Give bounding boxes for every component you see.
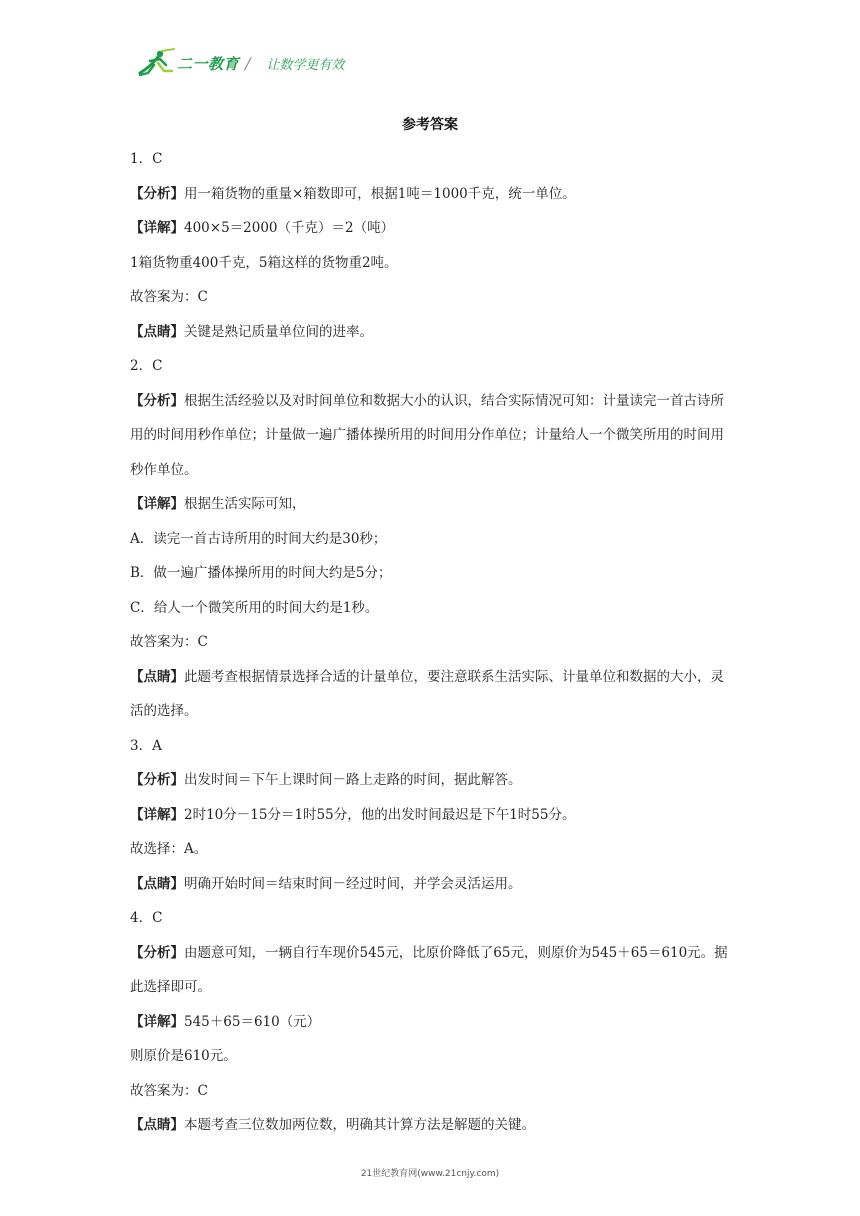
question-number-text: 3．A [130, 737, 162, 754]
page-title: 参考答案 [402, 117, 458, 133]
detail-extra-line [130, 246, 735, 281]
question-number [130, 349, 735, 384]
analysis-text: 出发时间＝下午上课时间－路上走路的时间，据此解答。 [184, 772, 522, 788]
slogan: 让数学更有效 [266, 57, 345, 73]
detail-label: 【详解】 [130, 496, 184, 512]
detail-line [130, 1005, 735, 1040]
question-number [130, 729, 735, 764]
answer-line [130, 1074, 735, 1109]
detail-extra-text: A．读完一首古诗所用的时间大约是30秒； [130, 530, 387, 547]
analysis-line [130, 384, 735, 488]
analysis-label: 【分析】 [130, 772, 184, 788]
analysis-text: 由题意可知，一辆自行车现价545元，比原价降低了65元，则原价为545＋65＝610元。据此选择即可。 [130, 944, 728, 995]
analysis-line [130, 936, 735, 1005]
comment-text: 本题考查三位数加两位数，明确其计算方法是解题的关键。 [184, 1117, 535, 1133]
answer-line [130, 832, 735, 867]
header-divider: / [245, 53, 251, 73]
analysis-label: 【分析】 [130, 185, 184, 202]
question-number [130, 901, 735, 936]
comment-label: 【点睛】 [130, 1117, 184, 1133]
detail-text: 545＋65＝610（元） [184, 1013, 321, 1030]
detail-label: 【详解】 [130, 806, 184, 823]
detail-line [130, 487, 735, 522]
detail-label: 【详解】 [130, 220, 184, 236]
answer-content [130, 142, 735, 1143]
comment-label: 【点睛】 [130, 668, 184, 685]
comment-text: 关键是熟记质量单位间的进率。 [184, 323, 373, 340]
footer-source: 21世纪教育网(www.21cnjy.com) [360, 1169, 500, 1179]
detail-line [130, 798, 735, 833]
answer-text: 故答案为：C [130, 634, 208, 650]
comment-line [130, 315, 735, 350]
detail-extra-line [130, 556, 735, 591]
comment-text: 此题考查根据情景选择合适的计量单位，要注意联系生活实际、计量单位和数据的大小，灵活的选择。 [130, 668, 724, 719]
detail-extra-line [130, 522, 735, 557]
question-number-text: 1．C [130, 151, 163, 167]
analysis-label: 【分析】 [130, 392, 184, 409]
detail-extra-line [130, 591, 735, 626]
comment-line [130, 867, 735, 902]
comment-label: 【点睛】 [130, 323, 184, 340]
comment-line [130, 660, 735, 729]
logo-text: 二一教育 [177, 54, 240, 73]
detail-text: 400×5＝2000（千克）＝2（吨） [184, 220, 395, 236]
runner-logo-icon [136, 47, 176, 79]
analysis-label: 【分析】 [130, 944, 184, 961]
question-number-text: 4．C [130, 910, 163, 926]
analysis-text: 根据生活经验以及对时间单位和数据大小的认识，结合实际情况可知：计量读完一首古诗所用的时间用秒作单位；计量做一遍广播体操所用的时间用分作单位；计量给人一个微笑所用的时间用秒作单位。 [130, 392, 724, 478]
answer-text: 故答案为：C [130, 1082, 208, 1099]
detail-text: 根据生活实际可知， [184, 496, 306, 512]
detail-label: 【详解】 [130, 1013, 184, 1030]
comment-text: 明确开始时间＝结束时间－经过时间，并学会灵活运用。 [184, 875, 522, 892]
answer-text: 故答案为：C [130, 289, 208, 305]
analysis-text: 用一箱货物的重量×箱数即可，根据1吨＝1000千克，统一单位。 [184, 185, 576, 202]
header [136, 46, 344, 80]
logo [136, 47, 239, 79]
analysis-line [130, 763, 735, 798]
detail-extra-text: 1箱货物重400千克，5箱这样的货物重2吨。 [130, 254, 398, 271]
analysis-line [130, 177, 735, 212]
detail-extra-text: C．给人一个微笑所用的时间大约是1秒。 [130, 599, 379, 616]
detail-extra-text: 则原价是610元。 [130, 1048, 237, 1064]
detail-text: 2时10分－15分＝1时55分，他的出发时间最迟是下午1时55分。 [184, 806, 576, 823]
detail-line [130, 211, 735, 246]
answer-line [130, 625, 735, 660]
answer-text: 故选择：A。 [130, 841, 208, 857]
question-number [130, 142, 735, 177]
question-number-text: 2．C [130, 358, 163, 374]
comment-line [130, 1108, 735, 1143]
detail-extra-line [130, 1039, 735, 1074]
answer-line [130, 280, 735, 315]
detail-extra-text: B．做一遍广播体操所用的时间大约是5分； [130, 565, 392, 581]
comment-label: 【点睛】 [130, 875, 184, 892]
